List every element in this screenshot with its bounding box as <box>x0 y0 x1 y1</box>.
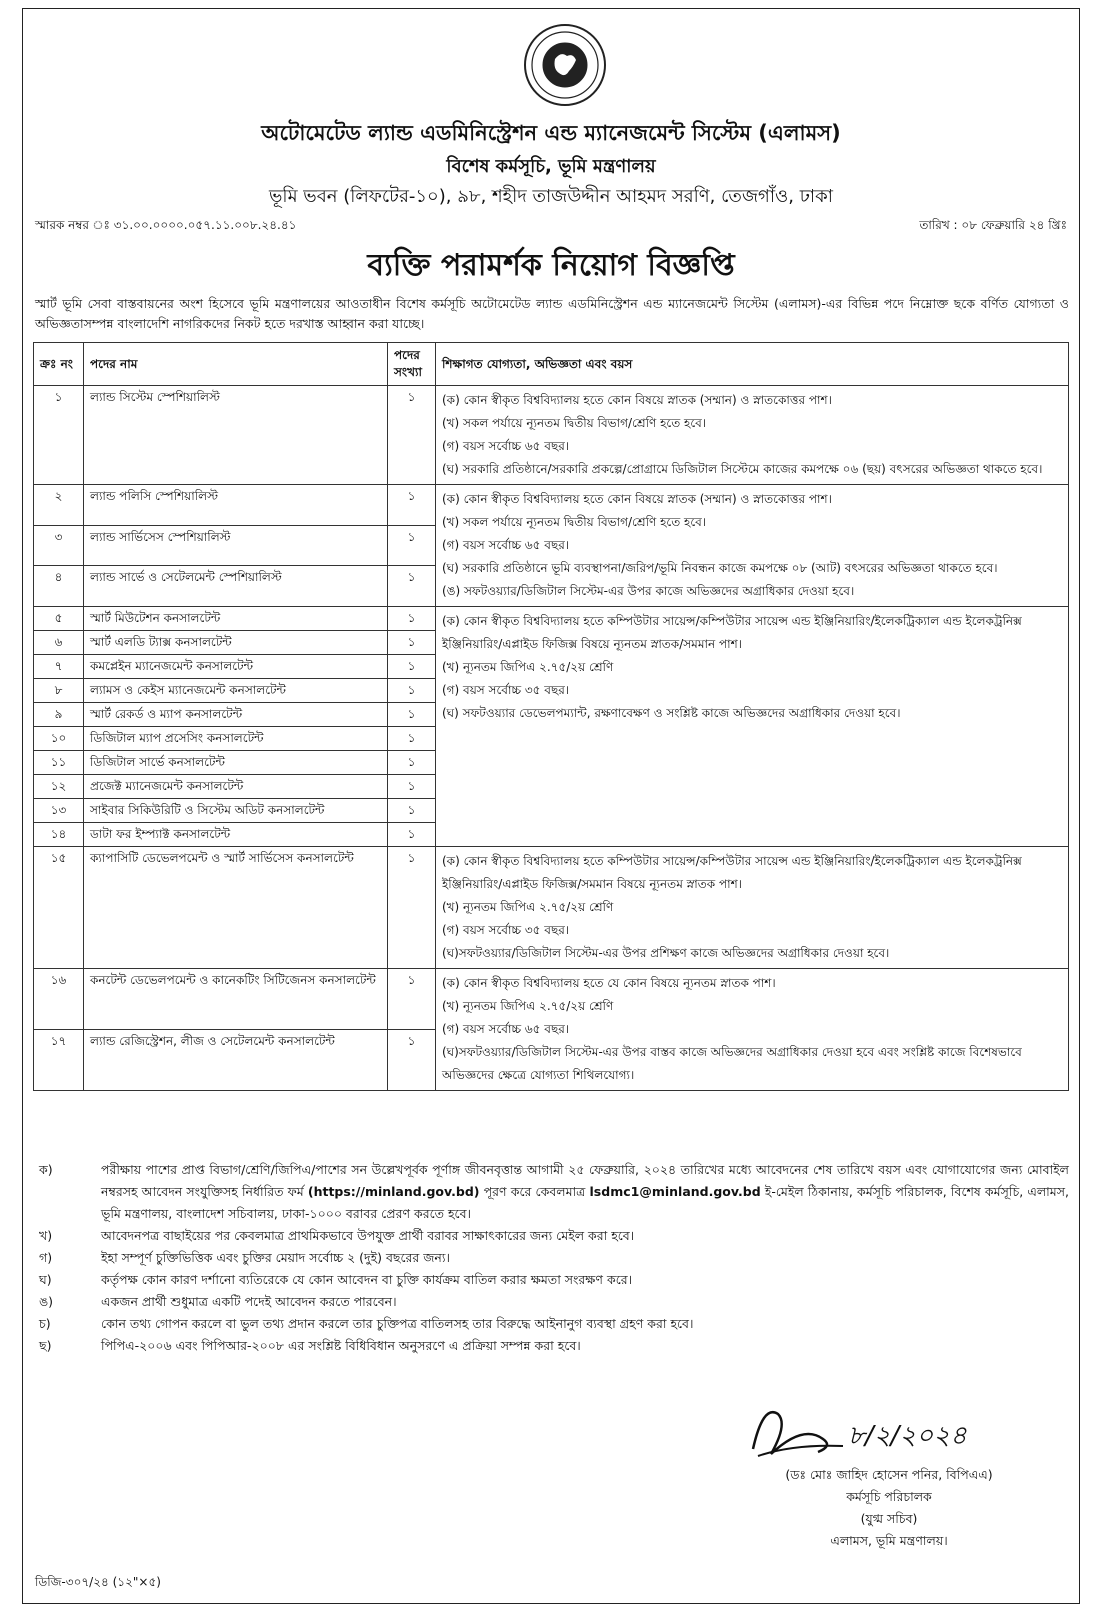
note-item <box>35 1159 1069 1225</box>
signatory-rank: (যুগ্ম সচিব) <box>860 1511 918 1526</box>
post-name: ল্যান্ড রেজিস্ট্রেশন, লীজ ও সেটেলমেন্ট কনসালটেন্ট <box>84 1030 388 1091</box>
post-count: ১ <box>388 775 436 799</box>
header-post-count: পদের সংখ্যা <box>388 343 436 386</box>
post-count: ১ <box>388 386 436 485</box>
post-name: কমপ্লেইন ম্যানেজমেন্ট কনসালটেন্ট <box>84 655 388 679</box>
qualification-item: (ক) কোন স্বীকৃত বিশ্ববিদ্যালয় হতে কম্পিউটার সায়েন্স/কম্পিউটার সায়েন্স এন্ড ইঞ্জিনিয়ারিং/ইলেকট্রিক্যাল এন্ড ইলেকট্রনিক্স ইঞ্জিনিয়ারিং/এপ্লাইড ফিজিক্স বিষয়ে ন্যূনতম স্নাতক/সমমান পাশ। <box>442 614 1022 651</box>
post-name: ডিজিটাল সার্ভে কনসালটেন্ট <box>84 751 388 775</box>
handwritten-signature <box>733 1394 1003 1474</box>
post-name: কনটেন্ট ডেভেলপমেন্ট ও কানেকটিং সিটিজেনস কনসালটেন্ট <box>84 969 388 1030</box>
qualification-item: (গ) বয়স সর্বোচ্চ ৩৫ বছর। <box>442 923 570 937</box>
notice-date: তারিখ : ০৮ ফেব্রুয়ারি ২৪ খ্রিঃ <box>919 218 1067 232</box>
post-serial: ৫ <box>34 607 84 631</box>
post-serial: ৬ <box>34 631 84 655</box>
note-text: পিপিএ-২০০৬ এবং পিপিআর-২০০৮ এর সংশ্লিষ্ট বিধিবিধান অনুসরণে এ প্রক্রিয়া সম্পন্ন করা হবে। <box>101 1338 581 1353</box>
note-text-part: ই-মেইল ঠিকানায়, কর্মসূচি পরিচালক, বিশেষ কর্মসূচি, এলামস, ভূমি মন্ত্রণালয়, বাংলাদেশ সচিবালয়, ঢাকা-১০০০ বরাবর প্রেরণ করতে হবে। <box>101 1184 1069 1221</box>
signature-date: ৮/২/২০২৪ <box>848 1421 967 1451</box>
email-link[interactable]: lsdmc1@minland.gov.bd <box>589 1184 761 1199</box>
post-name: ডাটা ফর ইম্প্যাক্ট কনসালটেন্ট <box>84 823 388 847</box>
organization-address: ভূমি ভবন (লিফটের-১০), ৯৮, শহীদ তাজউদ্দীন আহমদ সরণি, তেজগাঁও, ঢাকা <box>269 186 833 207</box>
intro-paragraph: স্মার্ট ভূমি সেবা বাস্তবায়নের অংশ হিসেবে ভূমি মন্ত্রণালয়ের আওতাধীন বিশেষ কর্মসূচি অটোমেটেড ল্যান্ড এডমিনিস্ট্রেশন এন্ড ম্যানেজমেন্ট সিস্টেম (এলামস)-এর বিভিন্ন পদে নিম্নোক্ত ছকে বর্ণিত যোগ্যতা ও অভিজ্ঞতাসম্পন্ন বাংলাদেশি নাগরিকদের নিকট হতে দরখাস্ত আহ্বান করা যাচ্ছে। <box>35 296 1069 331</box>
table-row <box>34 969 1069 1030</box>
qualification-item: (ঘ) সফটওয়্যার ডেভেলপম্যান্ট, রক্ষণাবেক্ষণ ও সংশ্লিষ্ট কাজে অভিজ্ঞদের অগ্রাধিকার দেওয়া হবে। <box>442 706 901 720</box>
qualification-item: (গ) বয়স সর্বোচ্চ ৬৫ বছর। <box>442 1022 570 1036</box>
qualification-item: (ক) কোন স্বীকৃত বিশ্ববিদ্যালয় হতে যে কোন বিষয়ে ন্যূনতম স্নাতক পাশ। <box>442 976 776 990</box>
post-count: ১ <box>388 751 436 775</box>
note-item <box>35 1225 1069 1247</box>
note-text: ইহা সম্পূর্ণ চুক্তিভিত্তিক এবং চুক্তির মেয়াদ সর্বোচ্চ ২ (দুই) বছরের জন্য। <box>101 1250 450 1265</box>
post-count: ১ <box>388 727 436 751</box>
note-mark: খ) <box>39 1228 53 1243</box>
notice-page <box>22 8 1080 1604</box>
post-serial: ১৫ <box>34 847 84 969</box>
post-serial: ৮ <box>34 679 84 703</box>
header-serial: ক্রঃ নং <box>34 343 84 386</box>
signatory-office: এলামস, ভূমি মন্ত্রণালয়। <box>830 1533 948 1548</box>
note-mark: চ) <box>39 1316 51 1331</box>
qualification-item: (ঘ) সরকারি প্রতিষ্ঠানে/সরকারি প্রকল্পে/প্রোগ্রামে ডিজিটাল সিস্টেমে কাজের কমপক্ষে ০৬ (ছয়) বৎসরের অভিজ্ঞতা থাকতে হবে। <box>442 462 1043 476</box>
note-mark: ছ) <box>39 1338 52 1353</box>
qualification-item: (গ) বয়স সর্বোচ্চ ৬৫ বছর। <box>442 538 570 552</box>
table-row <box>34 607 1069 631</box>
post-serial: ৪ <box>34 566 84 607</box>
notes-list <box>35 1159 1069 1357</box>
note-item <box>35 1291 1069 1313</box>
table-header-row <box>34 343 1069 386</box>
signatory-block <box>739 1464 1039 1552</box>
table-row <box>34 485 1069 526</box>
qualification-item: (ঘ)সফটওয়্যার/ডিজিটাল সিস্টেম-এর উপর প্রশিক্ষণ কাজে অভিজ্ঞদের অগ্রাধিকার দেওয়া হবে। <box>442 946 890 960</box>
signatory-designation: কর্মসূচি পরিচালক <box>846 1489 932 1504</box>
post-name: ল্যামস ও কেইস ম্যানেজমেন্ট কনসালটেন্ট <box>84 679 388 703</box>
header-qualification: শিক্ষাগত যোগ্যতা, অভিজ্ঞতা এবং বয়স <box>436 343 1069 386</box>
qualification-cell <box>436 847 1069 969</box>
qualification-item: (গ) বয়স সর্বোচ্চ ৩৫ বছর। <box>442 683 570 697</box>
post-serial: ১৪ <box>34 823 84 847</box>
note-text: কর্তৃপক্ষ কোন কারণ দর্শানো ব্যতিরেকে যে কোন আবেদন বা চুক্তি কার্যক্রম বাতিল করার ক্ষমতা সংরক্ষণ করে। <box>101 1272 633 1287</box>
post-serial: ১৩ <box>34 799 84 823</box>
post-count: ১ <box>388 607 436 631</box>
header-post-name: পদের নাম <box>84 343 388 386</box>
post-count: ১ <box>388 525 436 566</box>
qualification-item: (ক) কোন স্বীকৃত বিশ্ববিদ্যালয় হতে কোন বিষয়ে স্নাতক (সম্মান) ও স্নাতকোত্তর পাশ। <box>442 393 832 407</box>
note-mark: ক) <box>39 1162 53 1177</box>
post-serial: ১০ <box>34 727 84 751</box>
note-item <box>35 1313 1069 1335</box>
post-count: ১ <box>388 655 436 679</box>
post-name: সাইবার সিকিউরিটি ও সিস্টেম অডিট কনসালটেন্ট <box>84 799 388 823</box>
qualification-item: (গ) বয়স সর্বোচ্চ ৬৫ বছর। <box>442 439 570 453</box>
note-text-part: পরীক্ষায় পাশের প্রাপ্ত বিভাগ/শ্রেণি/জিপিএ/পাশের সন উল্লেখপূর্বক পূর্ণাঙ্গ জীবনবৃত্তান্ত আগামী ২৫ ফেব্রুয়ারি, ২০২৪ তারিখের মধ্যে আবেদনের শেষ তারিখে বয়স এবং যোগাযোগের জন্য মোবাইল নম্বরসহ আবেদন সংযুক্তিসহ নির্ধারিত ফর্ম <box>101 1162 1069 1199</box>
table-row <box>34 386 1069 485</box>
note-text-part: পূরণ করে কেবলমাত্র <box>483 1184 586 1199</box>
post-name: ল্যান্ড সার্ভিসেস স্পেশিয়ালিস্ট <box>84 525 388 566</box>
qualification-item: (খ) ন্যূনতম জিপিএ ২.৭৫/২য় শ্রেণি <box>442 660 614 674</box>
organization-subtitle: বিশেষ কর্মসূচি, ভূমি মন্ত্রণালয় <box>446 156 656 177</box>
note-mark: ঙ) <box>39 1294 54 1309</box>
qualification-item: (খ) সকল পর্যায়ে ন্যূনতম দ্বিতীয় বিভাগ/শ্রেণি হতে হবে। <box>442 515 707 529</box>
post-name: ডিজিটাল ম্যাপ প্রসেসিং কনসালটেন্ট <box>84 727 388 751</box>
qualification-item: (খ) ন্যূনতম জিপিএ ২.৭৫/২য় শ্রেণি <box>442 900 614 914</box>
qualification-item: (ঙ) সফটওয়্যার/ডিজিটাল সিস্টেম-এর উপর কাজে অভিজ্ঞদের অগ্রাধিকার দেওয়া হবে। <box>442 584 855 598</box>
signatory-name: (ডঃ মোঃ জাহিদ হোসেন পনির, বিপিএএ) <box>785 1467 993 1482</box>
post-serial: ১৭ <box>34 1030 84 1091</box>
post-serial: ৭ <box>34 655 84 679</box>
post-serial: ২ <box>34 485 84 526</box>
note-text: কোন তথ্য গোপন করলে বা ভুল তথ্য প্রদান করলে তার চুক্তিপত্র বাতিলসহ তার বিরুদ্ধে আইনানুগ ব্যবস্থা গ্রহণ করা হবে। <box>101 1316 694 1331</box>
qualification-item: (খ) ন্যূনতম জিপিএ ২.৭৫/২য় শ্রেণি <box>442 999 614 1013</box>
post-serial: ৯ <box>34 703 84 727</box>
post-name: স্মার্ট এলডি ট্যাক্স কনসালটেন্ট <box>84 631 388 655</box>
post-count: ১ <box>388 823 436 847</box>
post-serial: ১৬ <box>34 969 84 1030</box>
post-count: ১ <box>388 566 436 607</box>
footer-code: ডিজি-৩০৭/২৪ (১২"×৫) <box>35 1575 161 1589</box>
government-seal-icon <box>523 23 607 107</box>
post-count: ১ <box>388 703 436 727</box>
post-serial: ১১ <box>34 751 84 775</box>
post-count: ১ <box>388 485 436 526</box>
qualification-cell <box>436 485 1069 607</box>
qualification-item: (ঘ)সফটওয়্যার/ডিজিটাল সিস্টেম-এর উপর বাস্তব কাজে অভিজ্ঞদের অগ্রাধিকার দেওয়া হবে এবং সংশ্লিষ্ট কাজে বিশেষভাবে অভিজ্ঞদের ক্ষেত্রে যোগ্যতা শিথিলযোগ্য। <box>442 1045 1022 1082</box>
post-name: স্মার্ট রেকর্ড ও ম্যাপ কনসালটেন্ট <box>84 703 388 727</box>
post-count: ১ <box>388 969 436 1030</box>
post-serial: ১ <box>34 386 84 485</box>
post-count: ১ <box>388 799 436 823</box>
post-name: ল্যান্ড পলিসি স্পেশিয়ালিস্ট <box>84 485 388 526</box>
post-name: স্মার্ট মিউটেশন কনসালটেন্ট <box>84 607 388 631</box>
qualification-item: (ক) কোন স্বীকৃত বিশ্ববিদ্যালয় হতে কম্পিউটার সায়েন্স/কম্পিউটার সায়েন্স এন্ড ইঞ্জিনিয়ারিং/ইলেকট্রিক্যাল এন্ড ইলেকট্রনিক্স ইঞ্জিনিয়ারিং/এপ্লাইড ফিজিক্স/সমমান বিষয়ে ন্যূনতম স্নাতক পাশ। <box>442 854 1022 891</box>
note-text <box>101 1159 1069 1225</box>
qualification-item: (ক) কোন স্বীকৃত বিশ্ববিদ্যালয় হতে কোন বিষয়ে স্নাতক (সম্মান) ও স্নাতকোত্তর পাশ। <box>442 492 832 506</box>
post-name: ল্যান্ড সিস্টেম স্পেশিয়ালিস্ট <box>84 386 388 485</box>
post-count: ১ <box>388 679 436 703</box>
qualification-item: (খ) সকল পর্যায়ে ন্যূনতম দ্বিতীয় বিভাগ/শ্রেণি হতে হবে। <box>442 416 707 430</box>
qualification-item: (ঘ) সরকারি প্রতিষ্ঠানে ভূমি ব্যবস্থাপনা/জরিপ/ভূমি নিবন্ধন কাজে কমপক্ষে ০৮ (আট) বৎসরের অভিজ্ঞতা থাকতে হবে। <box>442 561 998 575</box>
post-count: ১ <box>388 1030 436 1091</box>
post-count: ১ <box>388 631 436 655</box>
qualification-cell <box>436 386 1069 485</box>
note-text: একজন প্রার্থী শুধুমাত্র একটি পদেই আবেদন করতে পারবেন। <box>101 1294 397 1309</box>
organization-title: অটোমেটেড ল্যান্ড এডমিনিস্ট্রেশন এন্ড ম্যানেজমেন্ট সিস্টেম (এলামস) <box>261 121 841 145</box>
notice-heading: ব্যক্তি পরামর্শক নিয়োগ বিজ্ঞপ্তি <box>367 248 735 283</box>
note-item <box>35 1247 1069 1269</box>
note-mark: ঘ) <box>39 1272 52 1287</box>
posts-table-body <box>34 386 1069 1091</box>
post-name: ক্যাপাসিটি ডেভেলপমেন্ট ও স্মার্ট সার্ভিসেস কনসালটেন্ট <box>84 847 388 969</box>
note-item <box>35 1269 1069 1291</box>
post-serial: ৩ <box>34 525 84 566</box>
note-mark: গ) <box>39 1250 53 1265</box>
note-text: আবেদনপত্র বাছাইয়ের পর কেবলমাত্র প্রাথমিকভাবে উপযুক্ত প্রার্থী বরাবর সাক্ষাৎকারের জন্য মেইল করা হবে। <box>101 1228 635 1243</box>
note-item <box>35 1335 1069 1357</box>
post-count: ১ <box>388 847 436 969</box>
posts-table <box>33 342 1069 1091</box>
post-name: প্রজেক্ট ম্যানেজমেন্ট কনসালটেন্ট <box>84 775 388 799</box>
form-url-link[interactable]: (https://minland.gov.bd) <box>307 1184 480 1199</box>
post-serial: ১২ <box>34 775 84 799</box>
qualification-cell <box>436 969 1069 1091</box>
post-name: ল্যান্ড সার্ভে ও সেটেলমেন্ট স্পেশিয়ালিস্ট <box>84 566 388 607</box>
qualification-cell <box>436 607 1069 847</box>
table-row <box>34 847 1069 969</box>
memo-number: স্মারক নম্বর ঃ ৩১.০০.০০০০.০৫৭.১১.০০৮.২৪.৪১ <box>35 218 297 232</box>
